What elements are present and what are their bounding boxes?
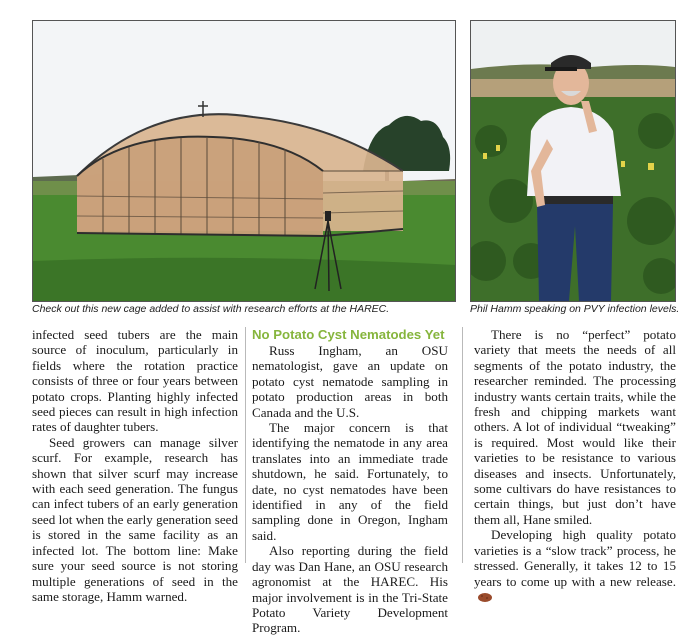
right-photo-caption: Phil Hamm speaking on PVY infection levels. [470, 303, 680, 315]
column-divider [245, 327, 246, 563]
column-divider [462, 327, 463, 563]
paragraph [474, 527, 676, 604]
potato-end-icon [477, 592, 493, 603]
paragraph: infected seed tubers are the main source of inoculum, particularly in fields where the rotation practice consists of three or four years between potato crops. Planting highly infected seed pieces can result in high infection rates of daughter tubers. [32, 327, 238, 435]
paragraph: There is no “perfect” potato variety that meets the needs of all segments of the potato industry, the researcher reminded. The processing industry wants certain traits, while the fresh and chipping markets want others. A lot of individual “tweaking” is required. Most would like their varieties to be resistance to various diseases and insects. Unfortunately, some cultivars do have resistances to certain things, but just don’t have them all, Hane smiled. [474, 327, 676, 527]
greenhouse-cage-illustration [33, 21, 455, 301]
article-column-1 [32, 327, 238, 604]
article-column-3 [474, 327, 676, 604]
greenhouse-cage-photo [32, 20, 456, 302]
paragraph: Also reporting during the field day was Dan Hane, an OSU research agronomist at the HAREC. His major involvement is in the Tri-State Potato Variety Development Program. [252, 543, 448, 636]
article-column-2 [252, 327, 448, 636]
paragraph: Seed growers can manage silver scurf. For example, research has shown that silver scurf may increase with each seed generation. The fungus can infect tubers of an early generation seed lot when the early generation seed is stored in the same facility as an infected lot. The bottom line: Make sure your seed source is not storing multiple generations of seed in the same storage, Hamm warned. [32, 434, 238, 604]
speaker-illustration [471, 21, 675, 301]
paragraph-text: Developing high quality potato varieties is a “slow track” process, he stressed. Generally, it takes 12 to 15 years to come up with a new release. [474, 527, 676, 589]
paragraph: The major concern is that identifying the nematode in any area translates into an immediate trade shutdown, he said. Fortunately, to date, no cyst nematodes have been identified in any of the field sampling done in Oregon, Ingham said. [252, 420, 448, 543]
left-photo-caption: Check out this new cage added to assist with research efforts at the HAREC. [32, 303, 390, 315]
section-heading: No Potato Cyst Nematodes Yet [252, 327, 445, 342]
paragraph: Russ Ingham, an OSU nematologist, gave an update on potato cyst nematode sampling in potato production areas in both Canada and the U.S. [252, 343, 448, 420]
speaker-photo [470, 20, 676, 302]
